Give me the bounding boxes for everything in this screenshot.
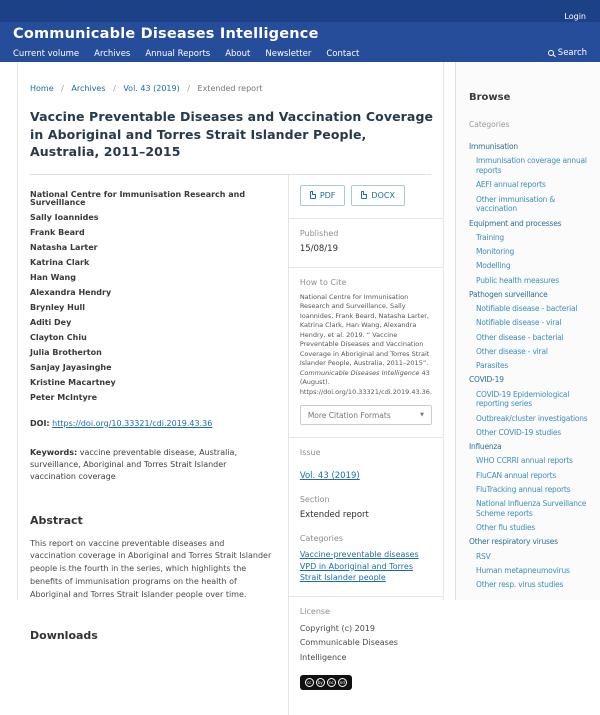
browse-sidebar <box>455 62 600 600</box>
sidebar-category-link[interactable]: Monitoring <box>476 247 515 256</box>
category-links <box>300 549 432 584</box>
site-header <box>0 0 600 62</box>
docx-button-label: DOCX <box>371 190 395 200</box>
license-label: License <box>299 606 330 616</box>
author-name: Natasha Larter <box>30 242 98 252</box>
cc-circle-icon: nc <box>327 678 336 687</box>
download-buttons-section <box>289 175 443 219</box>
published-section <box>289 219 443 268</box>
nav-link[interactable]: About <box>225 49 251 59</box>
author-name: Kristine Macartney <box>30 377 116 387</box>
sidebar-category-link[interactable]: Other resp. virus studies <box>476 580 564 589</box>
author-name: National Centre for Immunisation Research and Surveillance <box>30 189 246 207</box>
sidebar-category-link[interactable]: National Influenza Surveillance Scheme reports <box>476 499 587 518</box>
sidebar-category-link[interactable]: Human metapneumovirus <box>476 565 570 575</box>
sidebar-category-link[interactable]: Other disease - bacterial <box>476 332 564 342</box>
doi-row <box>30 419 274 428</box>
sidebar-category-link[interactable]: Other respiratory viruses <box>469 537 558 547</box>
breadcrumb-link[interactable]: Extended report <box>197 84 263 93</box>
author-name: Clayton Chiu <box>30 332 87 342</box>
breadcrumb-link[interactable]: Home <box>30 84 54 93</box>
article-main-column <box>30 175 288 715</box>
docx-icon <box>361 191 367 199</box>
breadcrumb-link[interactable]: Vol. 43 (2019) <box>123 84 180 93</box>
nav-link[interactable]: Current volume <box>13 49 80 59</box>
dropdown-label: More Citation Formats <box>307 410 391 420</box>
citation-text <box>300 293 432 398</box>
license-section <box>289 597 443 702</box>
cc-circle-icon: by <box>316 678 325 687</box>
sidebar-category-link[interactable]: WHO CCRRI annual reports <box>476 456 573 466</box>
author-name: Brynley Hull <box>30 302 85 312</box>
cc-circle-icon: cc <box>305 678 314 687</box>
issue-label: Issue <box>299 448 321 458</box>
login-link[interactable]: Login <box>564 12 586 21</box>
citation-journal-name: Communicable Diseases Intelligence <box>299 368 420 377</box>
sidebar-categories-label: Categories <box>469 120 510 129</box>
section-value: Extended report <box>299 510 369 521</box>
author-name: Katrina Clark <box>30 257 90 267</box>
sidebar-category-link[interactable]: Immunisation <box>469 142 518 151</box>
abstract-heading: Abstract <box>30 513 83 527</box>
sidebar-category-link[interactable]: Parasites <box>476 361 509 370</box>
nav-link[interactable]: Contact <box>326 49 360 59</box>
sidebar-category-link[interactable]: FluTracking annual reports <box>476 484 571 494</box>
citation-part-1: National Centre for Immunisation Research and Surveillance, Sally Ioannides, Frank Beard, Natasha Larter, Katrina Clark, Han Wang, Alexandra Hendry, et al. 2019. “ Vaccine Preventable Diseases and Vaccination Coverage in Aboriginal and Torres Strait Islander People, Australia, 2011–2015”. <box>299 292 430 368</box>
issue-section <box>289 438 443 597</box>
main-nav <box>13 49 359 59</box>
sidebar-category-link[interactable]: Other flu studies <box>476 523 536 532</box>
sidebar-category-link[interactable]: Notifiable disease - viral <box>476 318 562 328</box>
sidebar-category-link[interactable]: Outbreak/cluster investigations <box>476 413 588 423</box>
search-label: Search <box>557 48 587 58</box>
how-to-cite-label: How to Cite <box>299 277 347 287</box>
sidebar-category-list <box>469 142 596 590</box>
doi-link[interactable]: https://doi.org/10.33321/cdi.2019.43.36 <box>52 418 213 428</box>
docx-button[interactable] <box>351 185 405 206</box>
sidebar-category-link[interactable]: Immunisation coverage annual reports <box>476 156 587 175</box>
pdf-icon <box>310 191 316 199</box>
author-list <box>30 191 274 402</box>
published-label: Published <box>299 228 339 238</box>
categories-label: Categories <box>299 534 343 544</box>
search-button[interactable] <box>548 48 587 58</box>
downloads-heading: Downloads <box>30 628 98 642</box>
nav-link[interactable]: Archives <box>94 49 131 59</box>
article-meta-column <box>288 175 443 715</box>
browse-heading: Browse <box>469 92 511 103</box>
author-name: Sanjay Jayasinghe <box>30 362 112 372</box>
sidebar-category-link[interactable]: Training <box>476 232 504 242</box>
dropdown-caret-icon: ▼ <box>420 412 424 419</box>
sidebar-category-link[interactable]: Notifiable disease - bacterial <box>476 304 578 313</box>
author-name: Julia Brotherton <box>30 347 102 357</box>
how-to-cite-section <box>289 268 443 439</box>
breadcrumb-separator: / <box>113 84 116 93</box>
sidebar-category-link[interactable]: COVID-19 <box>469 375 504 385</box>
breadcrumb-separator: / <box>61 84 64 93</box>
sidebar-category-link[interactable]: Influenza <box>469 442 502 451</box>
author-name: Alexandra Hendry <box>30 287 112 297</box>
cc-circle-icon: nd <box>339 680 345 686</box>
citation-part-2: 43 (August). https://doi.org/10.33321/cdi.2019.43.36. <box>299 368 432 396</box>
keywords-text: vaccine preventable disease, Australia, surveillance, Aboriginal and Torres Strait Islander vaccination coverage <box>30 447 237 482</box>
nav-link[interactable]: Newsletter <box>265 49 312 59</box>
author-name: Frank Beard <box>30 227 85 237</box>
doi-label: DOI: <box>30 418 50 428</box>
sidebar-category-link[interactable]: COVID-19 Epidemiological reporting series <box>476 389 570 409</box>
sidebar-category-link[interactable]: RSV <box>476 551 491 561</box>
abstract-text: This report on vaccine preventable diseases and vaccination coverage in Aboriginal and Torres Strait Islander people is the fourth in the series, which highlights the benefits of immunisation programs on the health of Aboriginal and Torres Strait Islander people over time. <box>30 538 272 599</box>
pdf-button-label: PDF <box>319 190 336 200</box>
section-label: Section <box>299 495 330 505</box>
cc-license-badge-icon[interactable] <box>300 675 352 690</box>
keywords-row <box>30 447 274 484</box>
sidebar-category-link[interactable]: Equipment and processes <box>469 218 562 228</box>
sidebar-category-link[interactable]: FluCAN annual reports <box>476 470 557 480</box>
breadcrumb-separator: / <box>187 84 190 93</box>
sidebar-category-link[interactable]: Other immunisation & vaccination <box>476 194 556 214</box>
author-name: Sally Ioannides <box>30 212 99 222</box>
published-date: 15/08/19 <box>299 243 338 254</box>
breadcrumb <box>30 84 443 93</box>
top-utility-bar <box>0 0 600 22</box>
sidebar-category-link[interactable]: Public health measures <box>476 275 559 285</box>
sidebar-category-link[interactable]: Other disease - viral <box>476 346 548 356</box>
search-icon <box>548 50 554 56</box>
more-citation-formats-dropdown[interactable] <box>300 405 432 425</box>
issue-link[interactable]: Vol. 43 (2019) <box>299 471 360 482</box>
keywords-label: Keywords: <box>30 447 78 457</box>
author-name: Peter McIntyre <box>30 392 98 402</box>
breadcrumb-link[interactable]: Archives <box>71 84 106 93</box>
author-name: Han Wang <box>30 272 76 282</box>
author-name: Aditi Dey <box>30 317 72 327</box>
sidebar-category-link[interactable]: AEFI annual reports <box>476 180 546 190</box>
pdf-button[interactable] <box>300 185 346 206</box>
category-link[interactable]: VPD in Aboriginal and Torres Strait Islander people <box>299 561 414 583</box>
sidebar-category-link[interactable]: Modelling <box>476 261 511 271</box>
nav-link[interactable]: Annual Reports <box>145 49 211 59</box>
license-text: Copyright (c) 2019 Communicable Diseases Intelligence <box>299 623 398 662</box>
sidebar-category-link[interactable]: Other COVID-19 studies <box>476 427 562 437</box>
site-title[interactable]: Communicable Diseases Intelligence <box>13 26 319 42</box>
sidebar-category-link[interactable]: Pathogen surveillance <box>469 289 548 299</box>
category-link[interactable]: Vaccine-preventable diseases <box>299 550 419 560</box>
article-card <box>17 62 444 686</box>
article-title: Vaccine Preventable Diseases and Vaccination Coverage in Aboriginal and Torres Strait Islander People, Australia, 2011–2015 <box>30 109 434 159</box>
